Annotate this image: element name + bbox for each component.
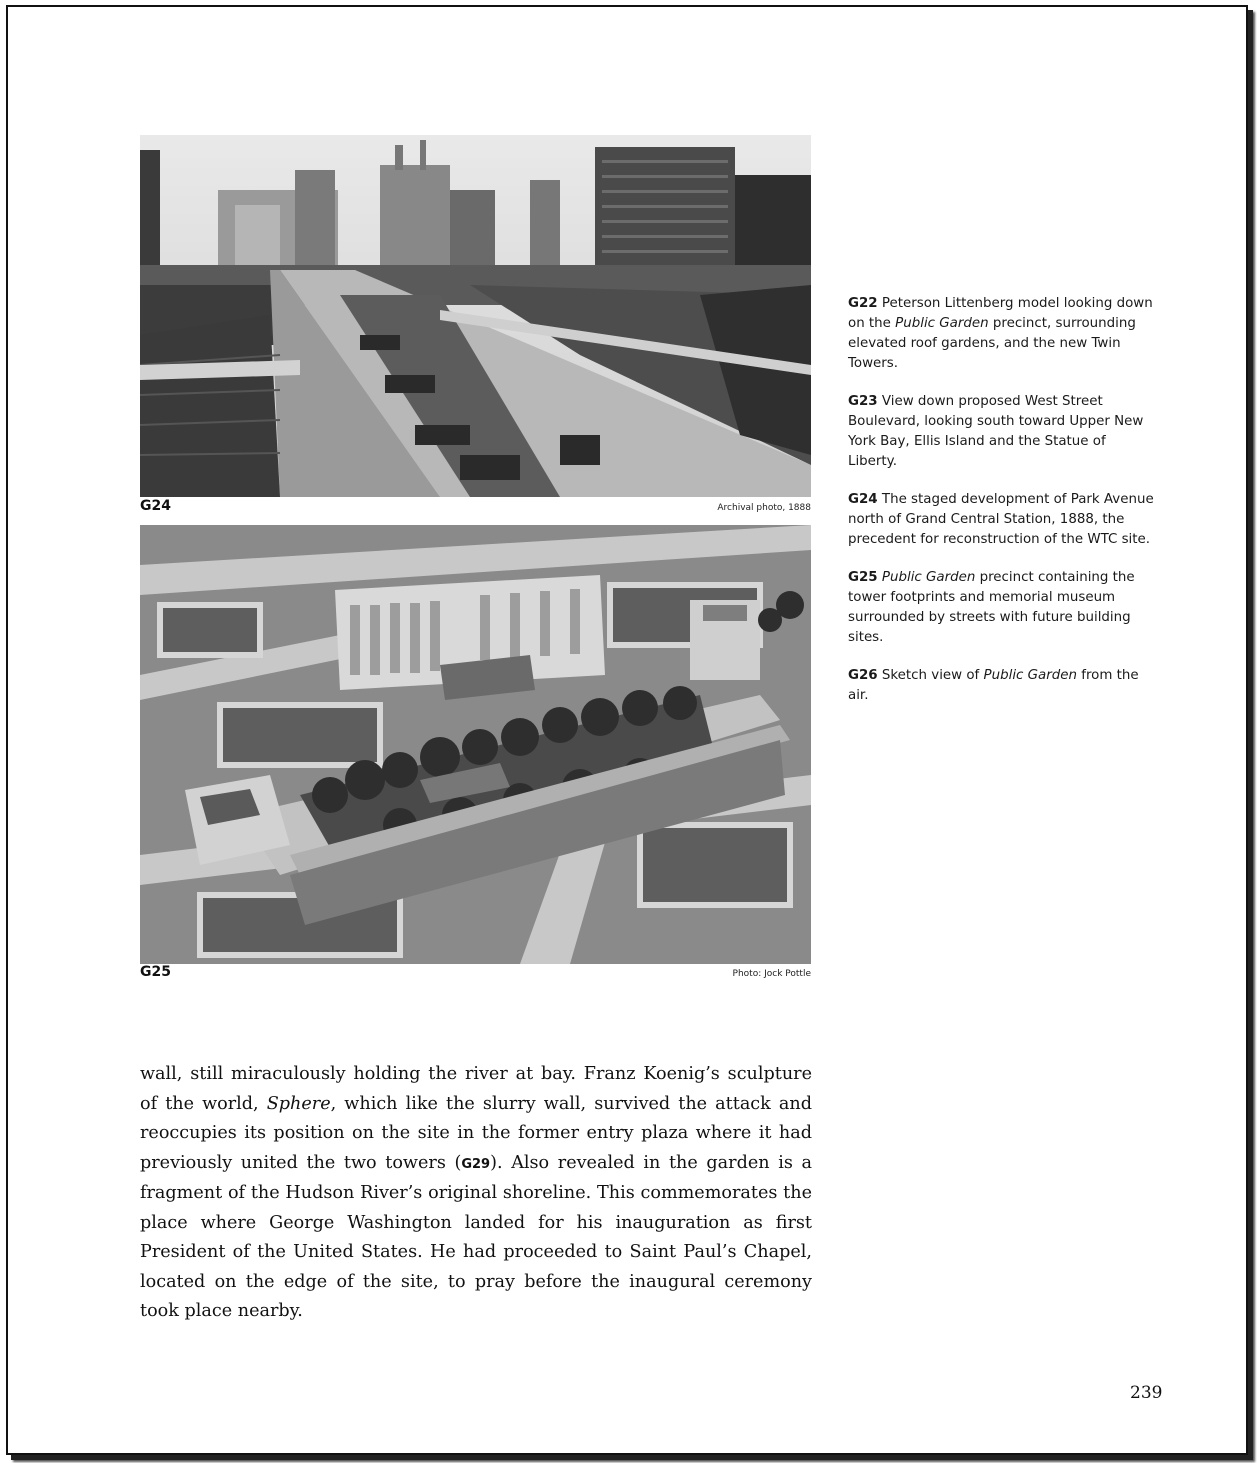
caption: G23 View down proposed West Street Boulevard, looking south toward Upper New York Bay, Ellis Island and the Statue of Liberty. bbox=[848, 394, 1144, 469]
model-photo bbox=[140, 525, 811, 964]
caption-code: G24 bbox=[848, 492, 878, 507]
caption-code: G26 bbox=[848, 668, 878, 683]
figure-reference: G29 bbox=[461, 1156, 491, 1172]
caption: G22 Peterson Littenberg model looking down on the Public Garden precinct, surrounding elevated roof gardens, and the new Twin Towers. bbox=[848, 296, 1153, 371]
captions-column bbox=[848, 294, 1158, 724]
body-text bbox=[140, 1060, 812, 1327]
figure-label-g24: G24 bbox=[140, 498, 171, 514]
caption-code: G22 bbox=[848, 296, 878, 311]
caption: G24 The staged development of Park Avenue north of Grand Central Station, 1888, the precedent for reconstruction of the WTC site. bbox=[848, 492, 1154, 547]
body-paragraph: wall, still miraculously holding the river at bay. Franz Koenig’s sculpture of the world, Sphere, which like the slurry wall, survived the attack and reoccupies its position on the site in the former entry plaza where it had previously united the two towers (G29). Also revealed in the garden is a fragment of the Hudson River’s original shoreline. This commemorates the place where George Washington landed for his inauguration as first President of the United States. He had proceeded to Saint Paul’s Chapel, located on the edge of the site, to pray before the inaugural ceremony took place nearby. bbox=[140, 1064, 812, 1321]
figure-credit-g25: Photo: Jock Pottle bbox=[732, 969, 811, 979]
figure-credit-g24: Archival photo, 1888 bbox=[717, 503, 811, 513]
caption-code: G23 bbox=[848, 394, 878, 409]
figure-label-g25: G25 bbox=[140, 964, 171, 980]
archival-photo bbox=[140, 135, 811, 497]
caption: G25 Public Garden precinct containing the tower footprints and memorial museum surrounded by streets with future building sites. bbox=[848, 570, 1135, 645]
caption-code: G25 bbox=[848, 570, 878, 585]
caption: G26 Sketch view of Public Garden from the air. bbox=[848, 668, 1139, 703]
page-number: 239 bbox=[1130, 1383, 1163, 1403]
